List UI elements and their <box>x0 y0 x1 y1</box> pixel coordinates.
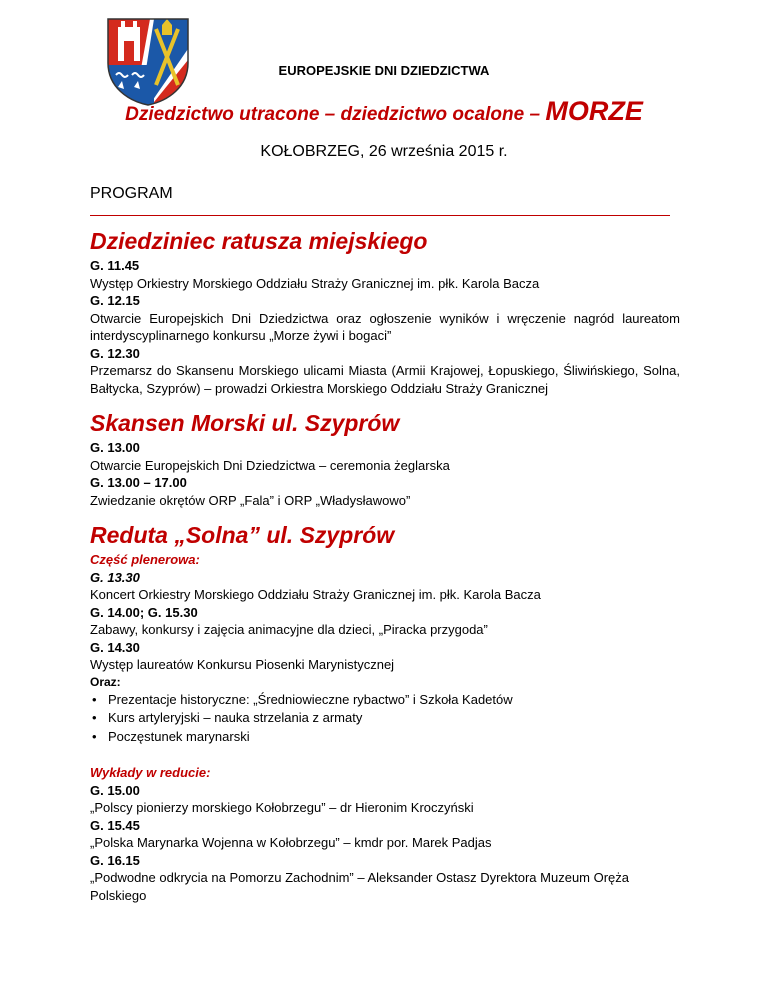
place-date: KOŁOBRZEG, 26 września 2015 r. <box>260 143 508 160</box>
event-time: G. 14.00; G. 15.30 <box>90 604 198 620</box>
event-text: Koncert Orkiestry Morskiego Oddziału Straży Granicznej im. płk. Karola Bacza <box>90 587 541 602</box>
event-time: G. 12.15 <box>90 293 140 308</box>
event-text: Występ laureatów Konkursu Piosenki Marynistycznej <box>90 657 395 672</box>
program-label: PROGRAM <box>90 185 173 202</box>
event-text: Występ Orkiestry Morskiego Oddziału Straży Granicznej im. płk. Karola Bacza <box>90 275 540 291</box>
event-time: G. 15.45 <box>90 817 140 833</box>
headline-morze: MORZE <box>545 96 643 126</box>
event-time: G. 11.45 <box>90 258 140 273</box>
bullet-icon: • <box>92 710 97 725</box>
subsection-lectures: Wykłady w reducie: <box>90 765 211 780</box>
event-time: G. 12.30 <box>90 345 140 361</box>
also-label: Oraz: <box>90 674 121 689</box>
divider-line <box>90 215 670 216</box>
list-item: • Kurs artyleryjski – nauka strzelania z armaty <box>90 709 680 728</box>
section-heading-skansen: Skansen Morski ul. Szyprów <box>90 410 400 436</box>
event-time: G. 14.30 <box>90 639 140 655</box>
coat-of-arms-icon <box>104 15 192 107</box>
event-text: Zwiedzanie okrętów ORP „Fala” i ORP „Władysławowo” <box>90 492 411 508</box>
event-time: G. 13.30 <box>90 569 140 585</box>
document-headline <box>0 96 768 127</box>
subsection-outdoor: Część plenerowa: <box>90 552 200 567</box>
event-text: „Polska Marynarka Wojenna w Kołobrzegu” – kmdr por. Marek Padjas <box>90 835 492 850</box>
event-text: Przemarsz do Skansenu Morskiego ulicami Miasta (Armii Krajowej, Łopuskiego, Śliwińskiego, Solna, Bałtycka, Szyprów) – prowadzi Orkiestra Morskiego Oddziału Straży Granicznej <box>90 363 680 396</box>
event-text: Otwarcie Europejskich Dni Dziedzictwa oraz ogłoszenie wyników i wręczenie nagród laureatom interdyscyplinarnego konkursu „Morze żywi i bogaci” <box>90 310 680 343</box>
headline-main: Dziedzictwo utracone – dziedzictwo ocalone – <box>125 104 546 125</box>
section-heading-ratusz: Dziedziniec ratusza miejskiego <box>90 228 428 254</box>
event-time: G. 13.00 <box>90 440 140 455</box>
event-text: „Polscy pionierzy morskiego Kołobrzegu” – dr Hieronim Kroczyński <box>90 800 474 815</box>
event-text: Otwarcie Europejskich Dni Dziedzictwa – ceremonia żeglarska <box>90 457 450 473</box>
event-text: Zabawy, konkursy i zajęcia animacyjne dla dzieci, „Piracka przygoda” <box>90 622 488 637</box>
section-heading-reduta: Reduta „Solna” ul. Szyprów <box>90 522 395 548</box>
event-time: G. 13.00 – 17.00 <box>90 475 187 490</box>
event-time: G. 15.00 <box>90 782 140 798</box>
list-item: • Poczęstunek marynarski <box>90 728 680 747</box>
list-item: • Prezentacje historyczne: „Średniowieczne rybactwo” i Szkoła Kadetów <box>90 691 680 710</box>
bullet-icon: • <box>92 691 97 707</box>
bullet-icon: • <box>92 728 97 744</box>
program-content <box>90 225 680 904</box>
bullet-list <box>90 691 680 747</box>
event-series-title: EUROPEJSKIE DNI DZIEDZICTWA <box>278 63 490 78</box>
event-text: „Podwodne odkrycia na Pomorzu Zachodnim” – Aleksander Ostasz Dyrektora Muzeum Oręża Polskiego <box>90 870 630 903</box>
event-time: G. 16.15 <box>90 852 140 868</box>
